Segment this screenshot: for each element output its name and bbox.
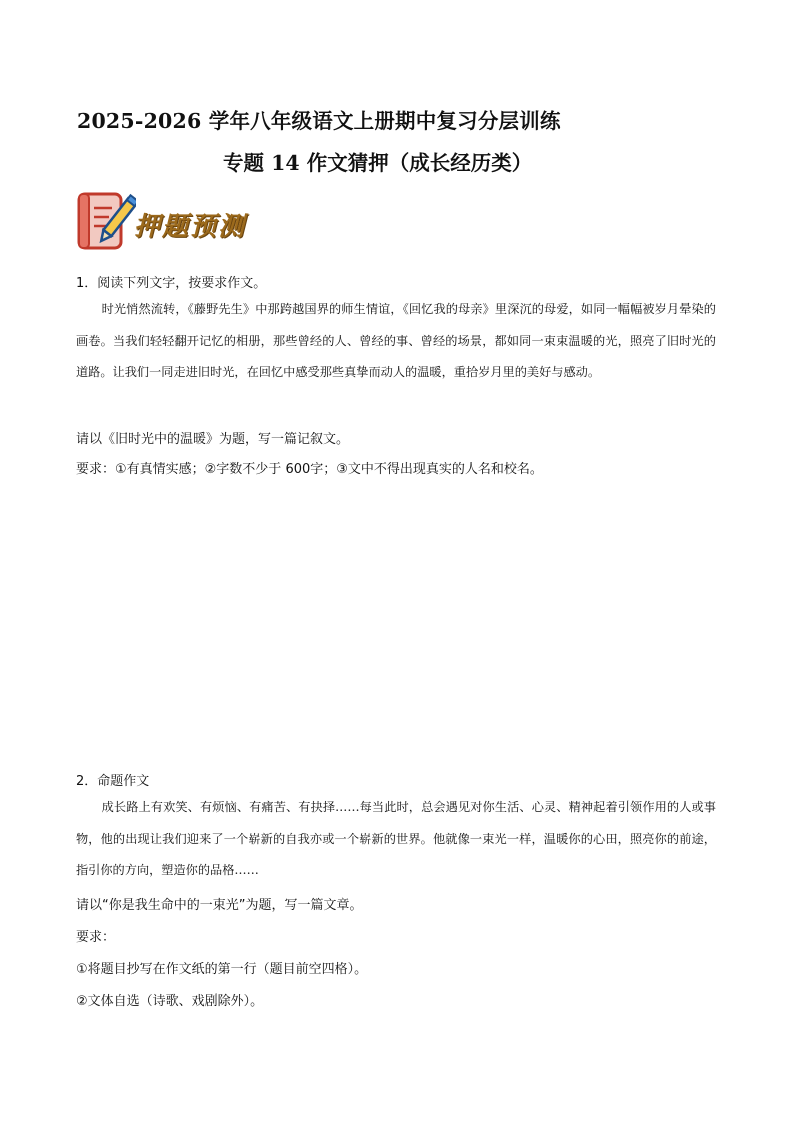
question-2-requirements-label: 要求： [76, 930, 116, 945]
document-subtitle: 专题 14 作文猜押（成长经历类） [223, 151, 533, 175]
question-1-requirements: 要求：①有真情实感；②字数不少于 600字；③文中不得出现真实的人名和校名。 [76, 462, 543, 477]
document-title: 2025-2026 学年八年级语文上册期中复习分层训练 [77, 109, 561, 133]
question-1-passage: 时光悄然流转，《藤野先生》中那跨越国界的师生情谊，《回忆我的母亲》里深沉的母爱，如同一幅幅被岁月晕染的画卷。当我们轻轻翻开记忆的相册，那些曾经的人、曾经的事、曾经的场景，都如同一束束温暖的光，照亮了旧时光的道路。让我们一同走进旧时光，在回忆中感受那些真挚而动人的温暖，重拾岁月里的美好与感动。 [76, 302, 716, 379]
question-2-instruction: 请以“你是我生命中的一束光”为题，写一篇文章。 [76, 898, 363, 913]
notebook-pencil-icon [76, 190, 136, 252]
question-2-heading: 2．命题作文 [76, 774, 150, 789]
question-2-requirement-2: ②文体自选（诗歌、戏剧除外）。 [76, 994, 264, 1009]
banner-title: 押题预测 [134, 212, 247, 242]
question-1-heading: 1．阅读下列文字，按要求作文。 [76, 276, 267, 291]
question-2-passage: 成长路上有欢笑、有烦恼、有痛苦、有抉择……每当此时，总会遇见对你生活、心灵、精神起着引领作用的人或事物，他的出现让我们迎来了一个崭新的自我亦或一个崭新的世界。他就像一束光一样，温暖你的心田，照亮你的前途，指引你的方向，塑造你的品格…… [76, 800, 716, 877]
question-2-requirement-1: ①将题目抄写在作文纸的第一行（题目前空四格）。 [76, 962, 368, 977]
section-banner [76, 190, 276, 252]
question-1-instruction: 请以《旧时光中的温暖》为题，写一篇记叙文。 [76, 432, 350, 447]
